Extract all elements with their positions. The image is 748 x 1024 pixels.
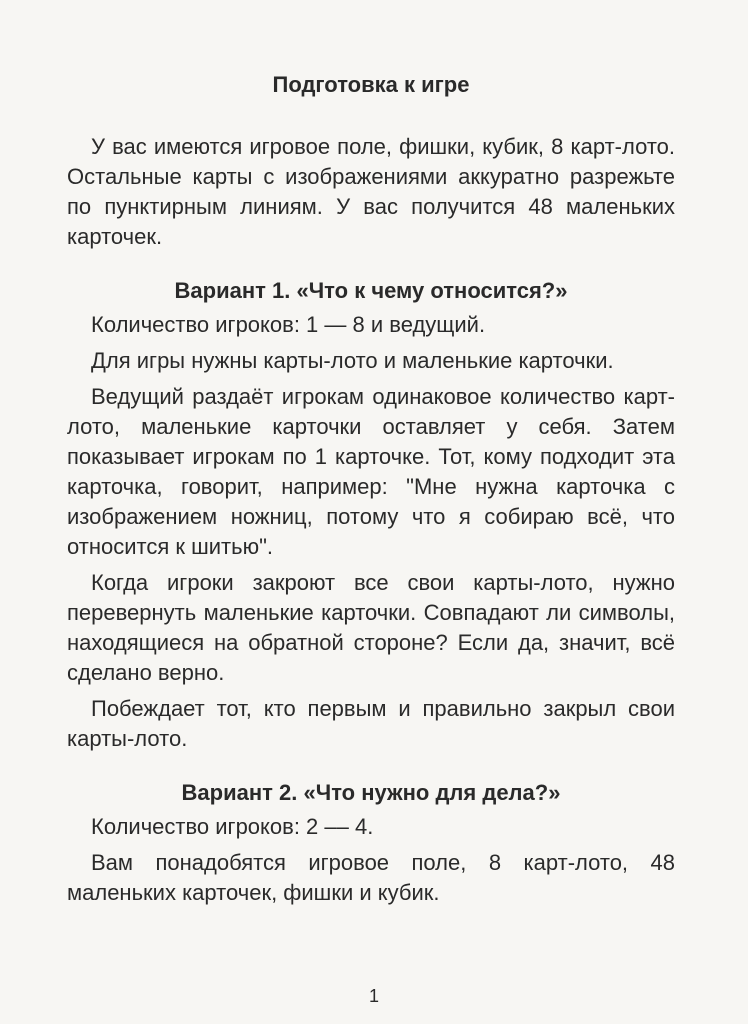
variant1-paragraph-3: Когда игроки закроют все свои карты-лото, нужно перевернуть маленькие карточки. Совпадают ли символы, находящиеся на обратной стороне? Если да, значит, всё сделано верно.: [67, 570, 675, 685]
variant1-paragraph-4: Побеждает тот, кто первым и правильно закрыл свои карты-лото.: [67, 696, 675, 751]
variant1-heading: Вариант 1. «Что к чему относится?»: [174, 278, 568, 303]
variant1-paragraph-2: Ведущий раздаёт игрокам одинаковое количество карт-лото, маленькие карточки оставляет у себя. Затем показывает игрокам по 1 карточке. Тот, кому подходит эта карточка, говорит, например: "Мне нужна карточка с изображением ножниц, потому что я собираю всё, что относится к шитью".: [67, 384, 675, 559]
variant2-players: Количество игроков: 2 –– 4.: [91, 814, 374, 839]
variant2-paragraph-1: Вам понадобятся игровое поле, 8 карт-лото, 48 маленьких карточек, фишки и кубик.: [67, 850, 675, 905]
page-number: 1: [368, 986, 379, 1006]
variant2-heading: Вариант 2. «Что нужно для дела?»: [181, 780, 561, 805]
intro-paragraph: У вас имеются игровое поле, фишки, кубик, 8 карт-лото. Остальные карты с изображениями аккуратно разрежьте по пунктирным линиям. У вас получится 48 маленьких карточек.: [67, 134, 675, 249]
page-title: Подготовка к игре: [272, 72, 470, 97]
variant1-paragraph-1: Для игры нужны карты-лото и маленькие карточки.: [91, 348, 614, 373]
page-content: [67, 70, 675, 914]
variant1-players: Количество игроков: 1 — 8 и ведущий.: [91, 312, 486, 337]
